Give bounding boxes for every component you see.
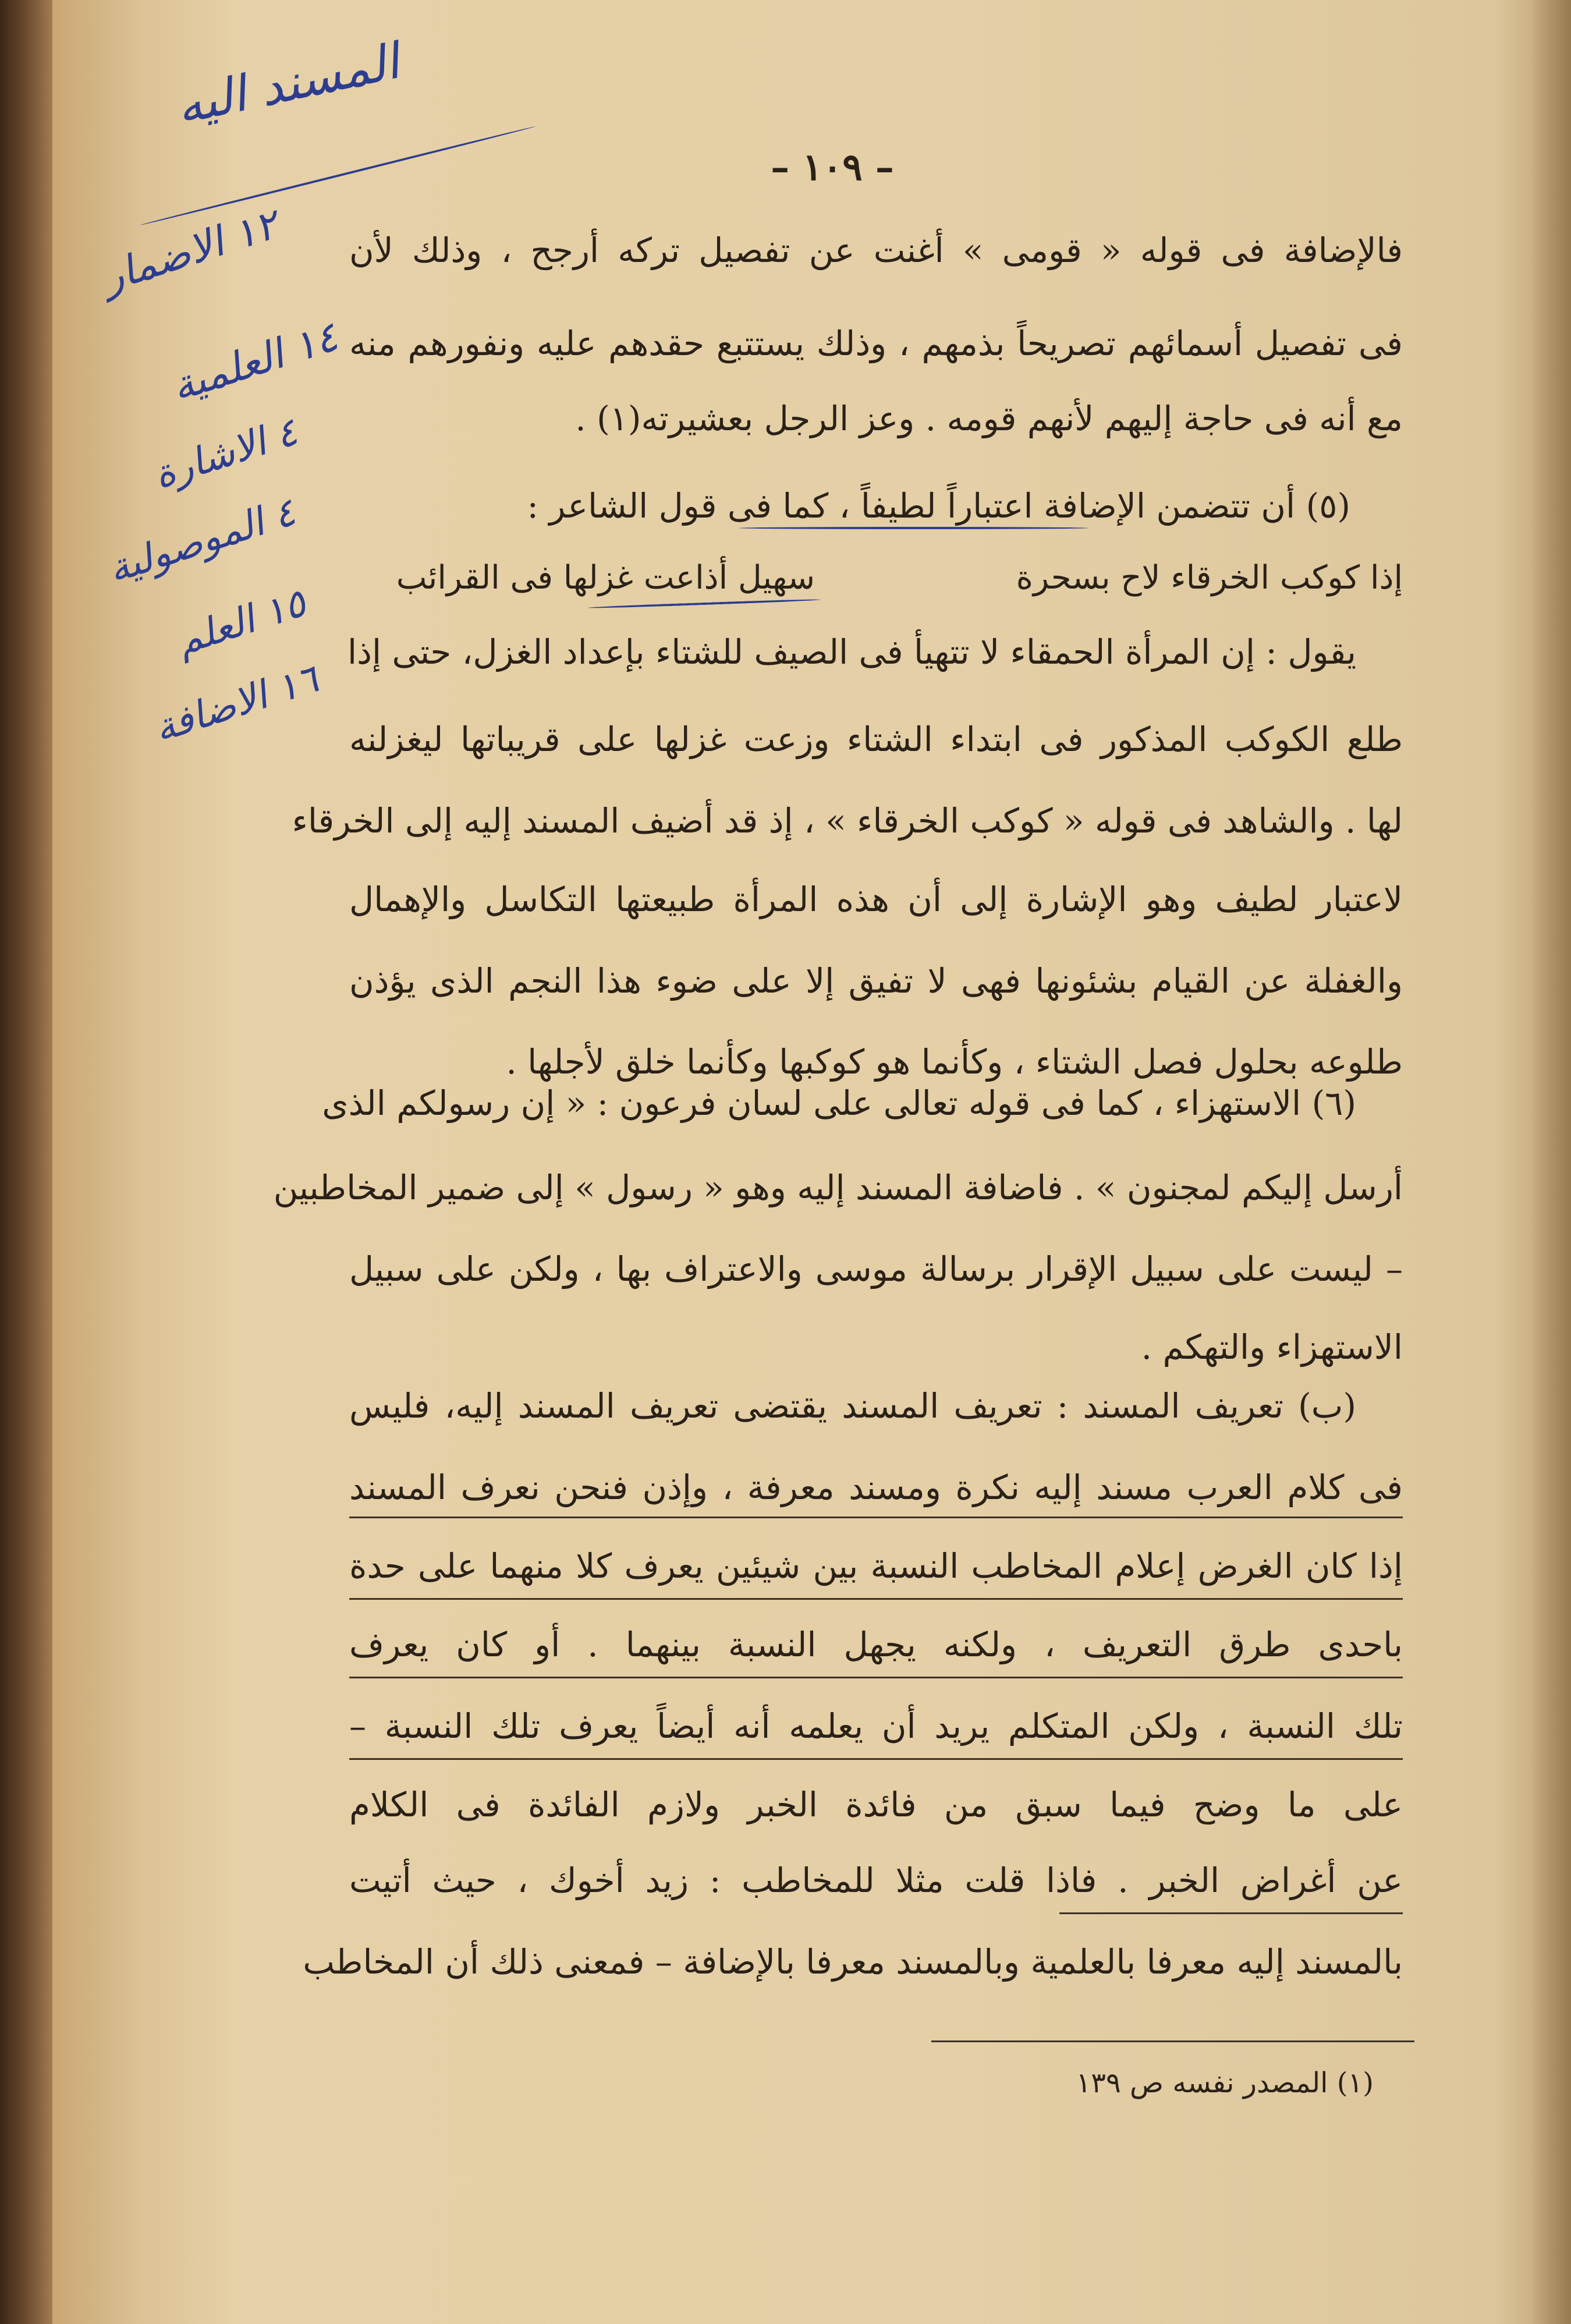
body-line: طلوعه بحلول فصل الشتاء ، وكأنما هو كوكبها وكأنما خلق لأجلها . xyxy=(506,1042,1403,1082)
body-line: إذا كان الغرض إعلام المخاطب النسبة بين شيئين يعرف كلا منهما على حدة xyxy=(349,1546,1403,1586)
margin-note: ١٦ الاضافة xyxy=(148,656,324,752)
handwritten-title: المسند اليه xyxy=(171,32,404,136)
body-line: طلع الكوكب المذكور فى ابتداء الشتاء وزعت غزلها على قريباتها ليغزلنه xyxy=(349,720,1403,759)
body-line: أرسل إليكم لمجنون » . فاضافة المسند إليه وهو « رسول » إلى ضمير المخاطبين xyxy=(273,1168,1403,1207)
body-line: (ب) تعريف المسند : تعريف المسند يقتضى تعريف المسند إليه، فليس xyxy=(349,1386,1356,1426)
point-5-heading: (٥) أن تتضمن الإضافة اعتباراً لطيفاً ، كما فى قول الشاعر : xyxy=(527,486,1350,526)
verse-second-hemistich: سهيل أذاعت غزلها فى القرائب xyxy=(396,559,815,597)
body-line: يقول : إن المرأة الحمقاء لا تتهيأ فى الصيف للشتاء بإعداد الغزل، حتى إذا xyxy=(347,632,1356,672)
underline-rule xyxy=(1059,1912,1403,1914)
underline-rule xyxy=(349,1758,1403,1760)
margin-note: ٤ الموصولية xyxy=(102,489,301,592)
body-line: – ليست على سبيل الإقرار برسالة موسى والاعتراف بها ، ولكن على سبيل xyxy=(349,1249,1403,1289)
body-line: فى كلام العرب مسند إليه نكرة ومسند معرفة ، وإذن فنحن نعرف المسند xyxy=(349,1468,1403,1507)
body-line: على ما وضح فيما سبق من فائدة الخبر ولازم الفائدة فى الكلام xyxy=(349,1785,1403,1825)
margin-note: ١٤ العلمية xyxy=(165,312,343,411)
margin-note: ٤ الاشارة xyxy=(148,409,303,498)
margin-note: ١٥ العلم xyxy=(171,580,311,664)
body-line: لاعتبار لطيف وهو الإشارة إلى أن هذه المرأة طبيعتها التكاسل والإهمال xyxy=(349,880,1403,919)
body-line: فى تفصيل أسمائهم تصريحاً بذمهم ، وذلك يستتبع حقدهم عليه ونفورهم منه xyxy=(349,324,1403,363)
body-line: بالمسند إليه معرفا بالعلمية وبالمسند معرفا بالإضافة – فمعنى ذلك أن المخاطب xyxy=(303,1942,1403,1982)
page-number: – ١٠٩ – xyxy=(771,146,894,189)
body-line: لها . والشاهد فى قوله « كوكب الخرقاء » ، إذ قد أضيف المسند إليه إلى الخرقاء xyxy=(292,801,1403,841)
underline-rule xyxy=(349,1598,1403,1600)
handwritten-underline xyxy=(739,527,1088,529)
footnote-rule xyxy=(931,2040,1414,2042)
page-edge-shadow xyxy=(1530,0,1571,2324)
body-line: مع أنه فى حاجة إليهم لأنهم قومه . وعز الرجل بعشيرته(١) . xyxy=(575,399,1403,438)
body-line: عن أغراض الخبر . فاذا قلت مثلا للمخاطب : زيد أخوك ، حيث أتيت xyxy=(349,1861,1403,1900)
body-line: فالإضافة فى قوله « قومى » أغنت عن تفصيل تركه أرجح ، وذلك لأن xyxy=(349,231,1403,270)
body-line: والغفلة عن القيام بشئونها فهى لا تفيق إلا على ضوء هذا النجم الذى يؤذن xyxy=(349,961,1403,1001)
verse-first-hemistich: إذا كوكب الخرقاء لاح بسحرة xyxy=(1016,559,1403,597)
body-line: (٦) الاستهزاء ، كما فى قوله تعالى على لسان فرعون : « إن رسولكم الذى xyxy=(322,1083,1356,1123)
body-line: تلك النسبة ، ولكن المتكلم يريد أن يعلمه أنه أيضاً يعرف تلك النسبة – xyxy=(349,1706,1403,1746)
body-line: باحدى طرق التعريف ، ولكنه يجهل النسبة بينهما . أو كان يعرف xyxy=(349,1625,1403,1664)
underline-rule xyxy=(349,1517,1403,1518)
footnote: (١) المصدر نفسه ص ١٣٩ xyxy=(1076,2067,1374,2099)
underline-rule xyxy=(349,1677,1403,1678)
body-line: الاستهزاء والتهكم . xyxy=(1141,1327,1403,1367)
margin-note: ١٢ الاضمار xyxy=(95,200,283,302)
